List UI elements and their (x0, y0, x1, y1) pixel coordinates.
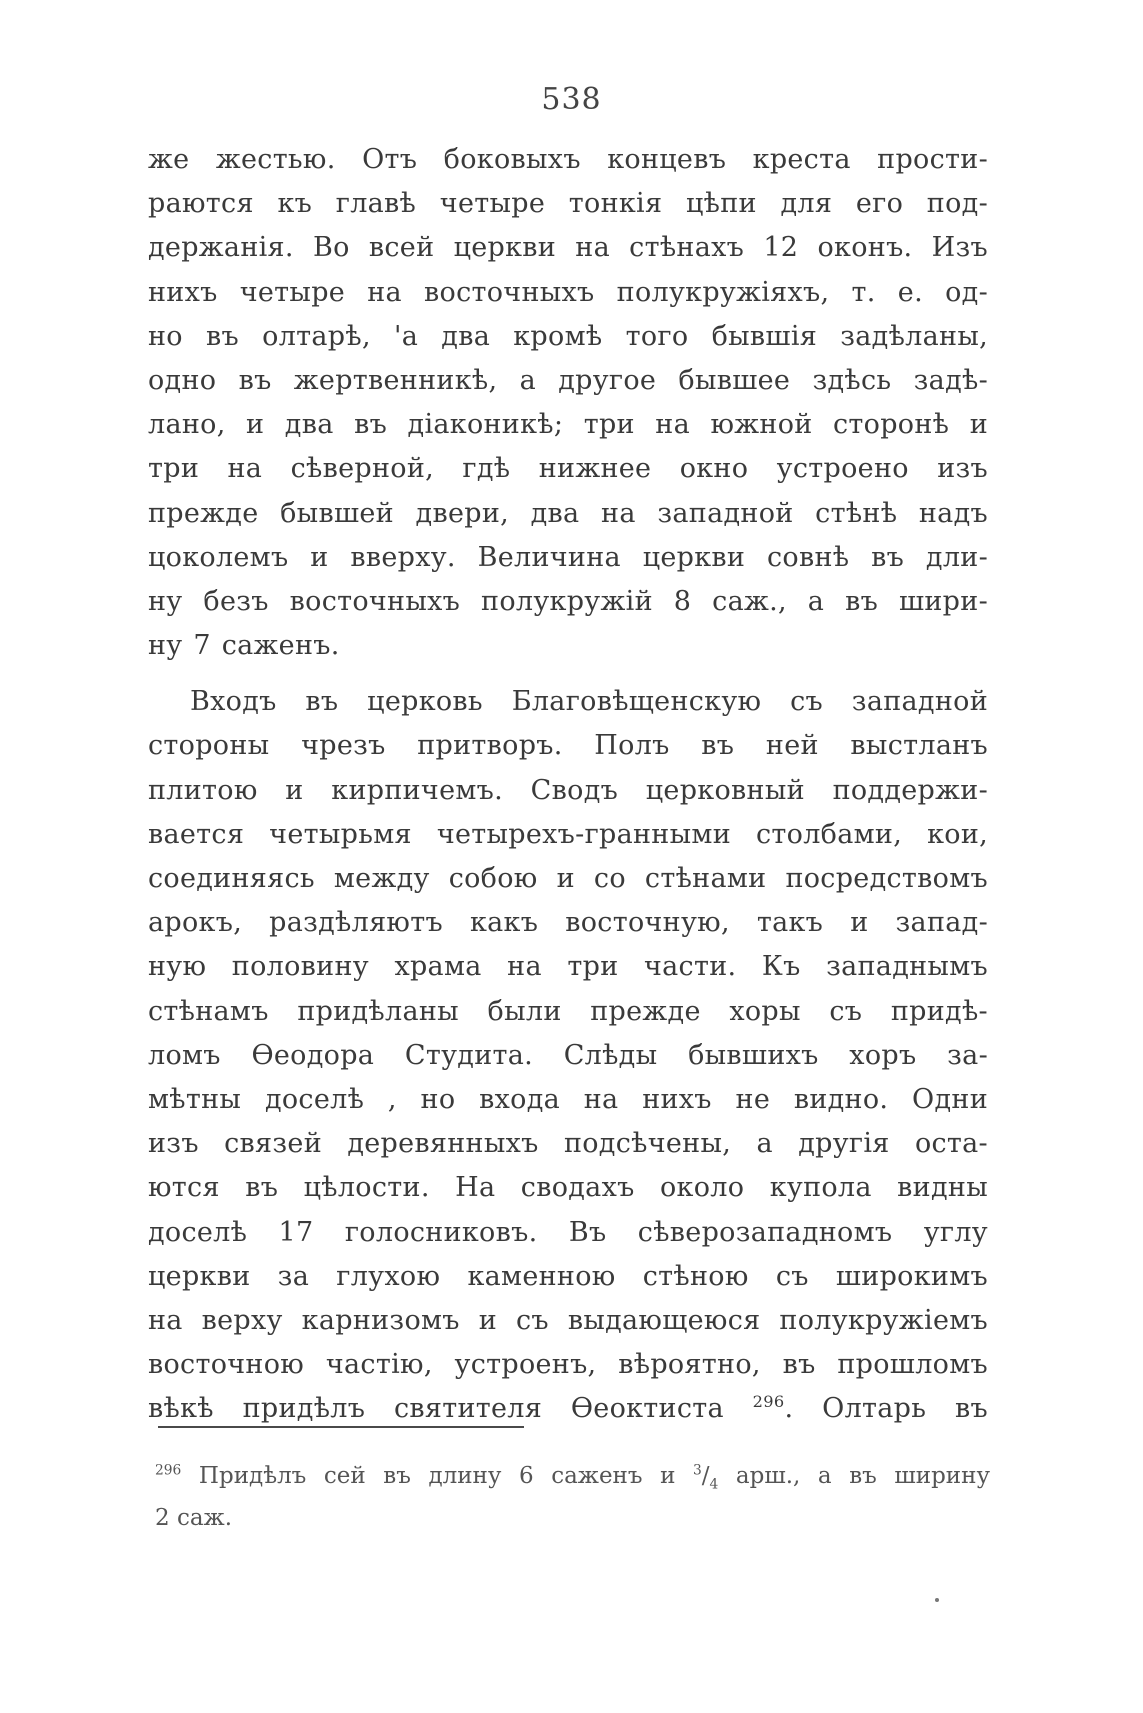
text-line: доселѣ 17 голосниковъ. Въ сѣверозападномъ углу (148, 1216, 988, 1248)
text-line: лано, и два въ діаконикѣ; три на южной сторонѣ и (148, 409, 988, 441)
text-line: прежде бывшей двери, два на западной стѣнѣ надъ (148, 497, 988, 529)
page-number: 538 (541, 82, 602, 117)
footnote-continuation: 2 саж. (155, 1505, 233, 1531)
footnote-separator (158, 1426, 524, 1428)
text-line: церкви за глухою каменною стѣною съ широкимъ (148, 1260, 988, 1292)
text-line: ются въ цѣлости. На сводахъ около купола видны (148, 1172, 988, 1204)
text-line: ломъ Ѳеодора Студита. Слѣды бывшихъ хоръ за- (148, 1039, 988, 1071)
text-line: цоколемъ и вверху. Величина церкви совнѣ въ дли- (148, 541, 988, 573)
footnotes (155, 1455, 990, 1539)
text-line-tail: . Олтарь въ (784, 1393, 988, 1425)
fraction-denominator: 4 (709, 1476, 719, 1493)
fraction: $^3/_4$ (693, 1462, 719, 1493)
text-line: вается четырьмя четырехъ-гранными столбами, кои, (148, 818, 988, 850)
text-line: плитою и кирпичемъ. Сводъ церковный поддержи- (148, 774, 988, 806)
footnote-number: 296 (155, 1462, 182, 1479)
footnote-line (155, 1455, 990, 1497)
text-line: нихъ четыре на восточныхъ полукружіяхъ, т. е. од- (148, 276, 988, 308)
text-line: но въ олтарѣ, 'а два кромѣ того бывшія задѣланы, (148, 320, 988, 352)
text-line: одно въ жертвенникѣ, а другое бывшее здѣсь задѣ- (148, 364, 988, 396)
text-line: ну безъ восточныхъ полукружій 8 саж., а въ шири- (148, 585, 988, 617)
fraction-numerator: 3 (693, 1462, 702, 1479)
footnote-reference[interactable]: 296 (752, 1392, 785, 1412)
body-text (148, 138, 988, 1431)
text-line: ную половину храма на три части. Къ западнымъ (148, 951, 988, 983)
text-line: мѣтны доселѣ , но входа на нихъ не видно. Одни (148, 1083, 988, 1115)
text-line: Входъ въ церковь Благовѣщенскую съ западной (190, 686, 988, 718)
text-line: изъ связей деревянныхъ подсѣчены, а другія оста- (148, 1128, 988, 1160)
text-line: стороны чрезъ притворъ. Полъ въ ней выстланъ (148, 730, 988, 762)
footnote-text: арш., а въ ширину (735, 1463, 990, 1489)
text-line: восточною частію, устроенъ, вѣроятно, въ прошломъ (148, 1349, 988, 1381)
text-line: вѣкѣ придѣлъ святителя Ѳеоктиста (148, 1393, 724, 1425)
text-line: ну 7 саженъ. (148, 630, 340, 662)
text-line-with-footnote-ref (148, 1387, 988, 1431)
footnote-text: Придѣлъ сей въ длину 6 саженъ и (198, 1463, 676, 1489)
page-speck (935, 1598, 939, 1602)
text-line: арокъ, раздѣляютъ какъ восточную, такъ и запад- (148, 907, 988, 939)
text-line: раются къ главѣ четыре тонкія цѣпи для его под- (148, 188, 988, 220)
text-line: на верху карнизомъ и съ выдающеюся полукружіемъ (148, 1304, 988, 1336)
text-line: соединяясь между собою и со стѣнами посредствомъ (148, 863, 988, 894)
text-line: три на сѣверной, гдѣ нижнее окно устроено изъ (148, 453, 988, 485)
text-line: стѣнамъ придѣланы были прежде хоры съ придѣ- (148, 995, 988, 1027)
text-line: же жестью. Отъ боковыхъ концевъ креста прости- (148, 144, 988, 175)
text-line: держанія. Во всей церкви на стѣнахъ 12 оконъ. Изъ (148, 232, 988, 264)
